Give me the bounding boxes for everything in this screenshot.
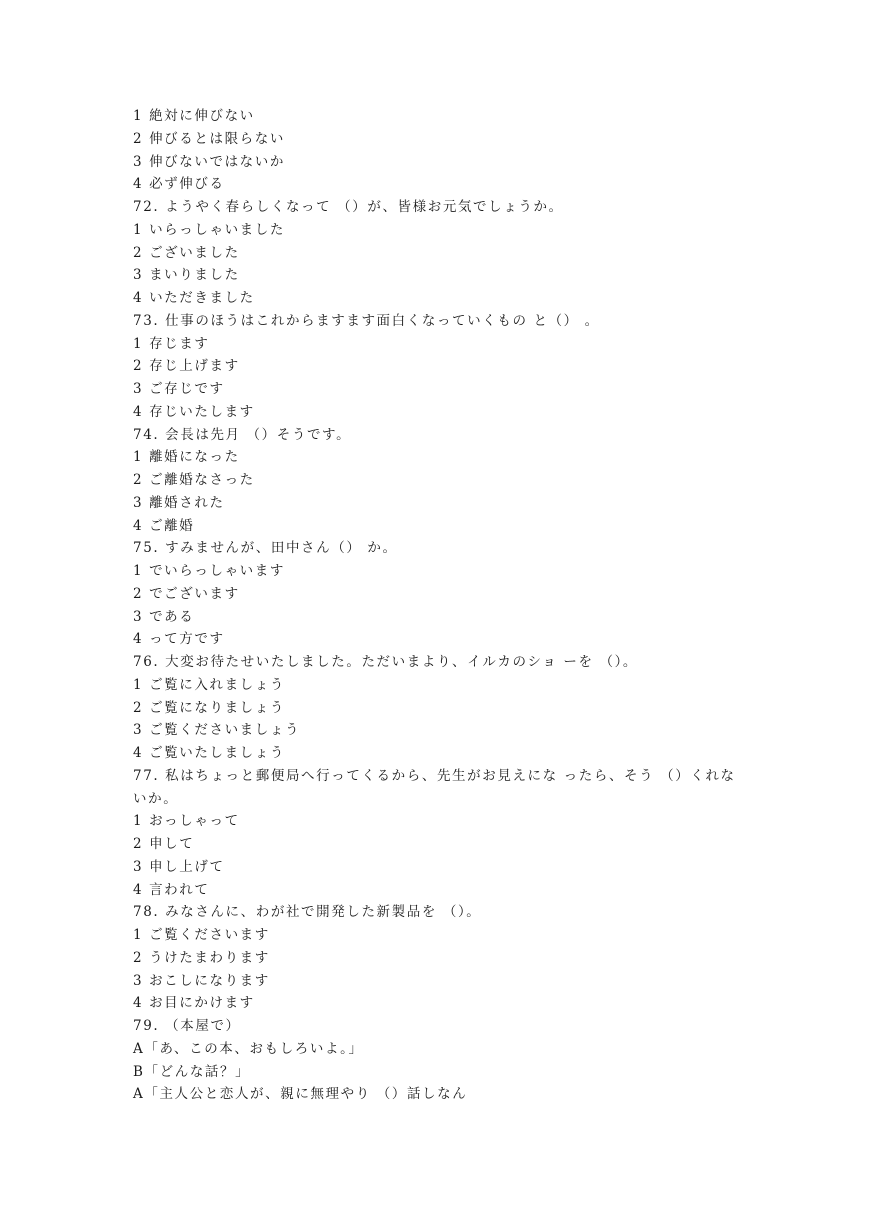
answer-option: 4 存じいたします [133, 403, 255, 420]
answer-option: 2 ご覧になりましょう [133, 699, 285, 716]
question-stem: 76. 大変お待たせいたしました。ただいまより、イルカのショ ーを （）。 [133, 654, 639, 670]
answer-option: 1 存じます [133, 335, 210, 352]
question-text-block [133, 105, 743, 1106]
answer-option: 2 申して [133, 836, 195, 852]
answer-option: 2 伸びるとは限らない [133, 130, 285, 147]
question-stem: 72. ようやく春らしくなって （）が、皆様お元気でしょうか。 [133, 199, 564, 215]
answer-option: 4 いただきました [133, 290, 255, 306]
question-stem: 75. すみませんが、田中さん（） か。 [133, 540, 398, 557]
answer-option: 1 いらっしゃいました [133, 221, 285, 238]
question-stem: 79. （本屋で） [133, 1018, 241, 1034]
answer-option: 4 お目にかけます [133, 995, 255, 1012]
answer-option: 2 存じ上げます [133, 358, 240, 375]
answer-option: 4 ご離婚 [133, 517, 195, 534]
answer-option: 3 まいりました [133, 267, 240, 284]
question-stem: 78. みなさんに、わが社で開発した新製品を （）。 [133, 904, 482, 921]
answer-option: 2 ご離婚なさった [133, 472, 255, 488]
answer-option: 4 必ず伸びる [133, 176, 225, 193]
answer-option: 3 おこしになります [133, 972, 270, 989]
text-line: いか。 [133, 790, 179, 807]
answer-option: 1 ご覧くださいます [133, 927, 270, 943]
answer-option: 3 伸びないではないか [133, 153, 285, 170]
question-stem: 74. 会長は先月 （）そうです。 [133, 426, 352, 443]
dialogue-line: B「どんな話？」 [133, 1063, 251, 1080]
answer-option: 3 ご存じです [133, 381, 225, 397]
answer-option: 1 でいらっしゃいます [133, 563, 285, 579]
question-stem: 77. 私はちょっと郵便局へ行ってくるから、先生がお見えにな ったら、そう （）くれな [133, 767, 736, 784]
answer-option: 4 って方です [133, 631, 225, 648]
answer-option: 1 ご覧に入れましょう [133, 676, 285, 693]
answer-option: 2 ございました [133, 244, 240, 261]
answer-option: 2 でございます [133, 585, 240, 602]
answer-option: 1 絶対に伸びない [133, 108, 255, 124]
answer-option: 3 ご覧くださいましょう [133, 722, 301, 739]
answer-option: 1 おっしゃって [133, 813, 240, 830]
answer-option: 2 うけたまわります [133, 949, 270, 966]
dialogue-line: A「あ、この本、おもしろいよ。」 [133, 1040, 364, 1057]
answer-option: 1 離婚になった [133, 449, 240, 466]
answer-option: 3 申し上げて [133, 858, 225, 875]
question-stem: 73. 仕事のほうはこれからますます面白くなっていくもの と（） 。 [133, 312, 600, 329]
answer-option: 3 離婚された [133, 494, 225, 511]
dialogue-line: A「主人公と恋人が、親に無理やり （）話しなん [133, 1086, 468, 1103]
answer-option: 4 言われて [133, 881, 210, 898]
answer-option: 4 ご覧いたしましょう [133, 745, 285, 761]
answer-option: 3 である [133, 608, 195, 625]
